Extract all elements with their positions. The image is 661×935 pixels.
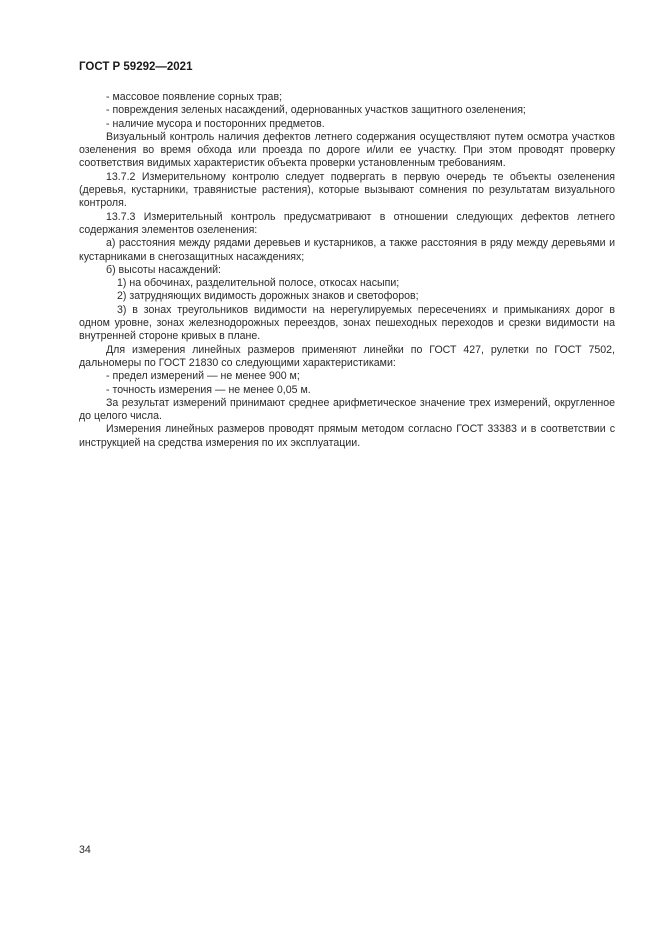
list-item-b: б) высоты насаждений: <box>106 263 221 276</box>
paragraph-linear-measure: Для измерения линейных размеров применяют линейки по ГОСТ 427, рулетки по ГОСТ 7502, дальномеры по ГОСТ 21830 со следующими характеристиками: <box>79 343 615 369</box>
bullet-weeds: - массовое появление сорных трав; <box>106 91 283 103</box>
paragraph-visual-control: Визуальный контроль наличия дефектов летнего содержания осуществляют путем осмотра участков озеленения во время обхода или проезда по дороге и/или ее участку. При этом проводят проверку соответствия видимых характеристик объекта проверки установленным требованиям. <box>79 130 615 170</box>
paragraph-13-7-3: 13.7.3 Измерительный контроль предусматривают в отношении следующих дефектов летнего содержания элементов озеленения: <box>79 210 615 236</box>
paragraph-method: Измерения линейных размеров проводят прямым методом согласно ГОСТ 33383 и в соответствии с инструкцией на средства измерения по их эксплуатации. <box>79 423 615 449</box>
list-item-a: а) расстояния между рядами деревьев и кустарников, а также расстояния в ряду между деревьями и кустарниками в снегозащитных насаждениях; <box>79 237 615 263</box>
bullet-range: - предел измерений — не менее 900 м; <box>106 370 300 383</box>
bullet-accuracy: - точность измерения — не менее 0,05 м. <box>106 383 311 396</box>
bullet-debris: - наличие мусора и посторонних предметов. <box>106 117 325 130</box>
paragraph-13-7-2: 13.7.2 Измерительному контролю следует подвергать в первую очередь те объекты озеленения (деревья, кустарники, травянистые растения), которые вызывают сомнения по результатам визуального контроля. <box>79 170 615 210</box>
document-header: ГОСТ Р 59292—2021 <box>79 61 193 73</box>
document-body <box>79 91 615 450</box>
page-number: 34 <box>79 844 91 856</box>
bullet-damage: - повреждения зеленых насаждений, одернованных участков защитного озеленения; <box>106 104 526 117</box>
sub-item-1: 1) на обочинах, разделительной полосе, откосах насыпи; <box>117 277 400 290</box>
paragraph-result: За результат измерений принимают среднее арифметическое значение трех измерений, округленное до целого числа. <box>79 396 615 423</box>
sub-item-2: 2) затрудняющих видимость дорожных знаков и светофоров; <box>117 290 419 303</box>
sub-item-3: 3) в зонах треугольников видимости на нерегулируемых пересечениях и примыканиях дорог в одном уровне, зонах железнодорожных переездов, зонах пешеходных переходов и срезки видимости на внутренней стороне кривых в плане. <box>79 303 615 343</box>
